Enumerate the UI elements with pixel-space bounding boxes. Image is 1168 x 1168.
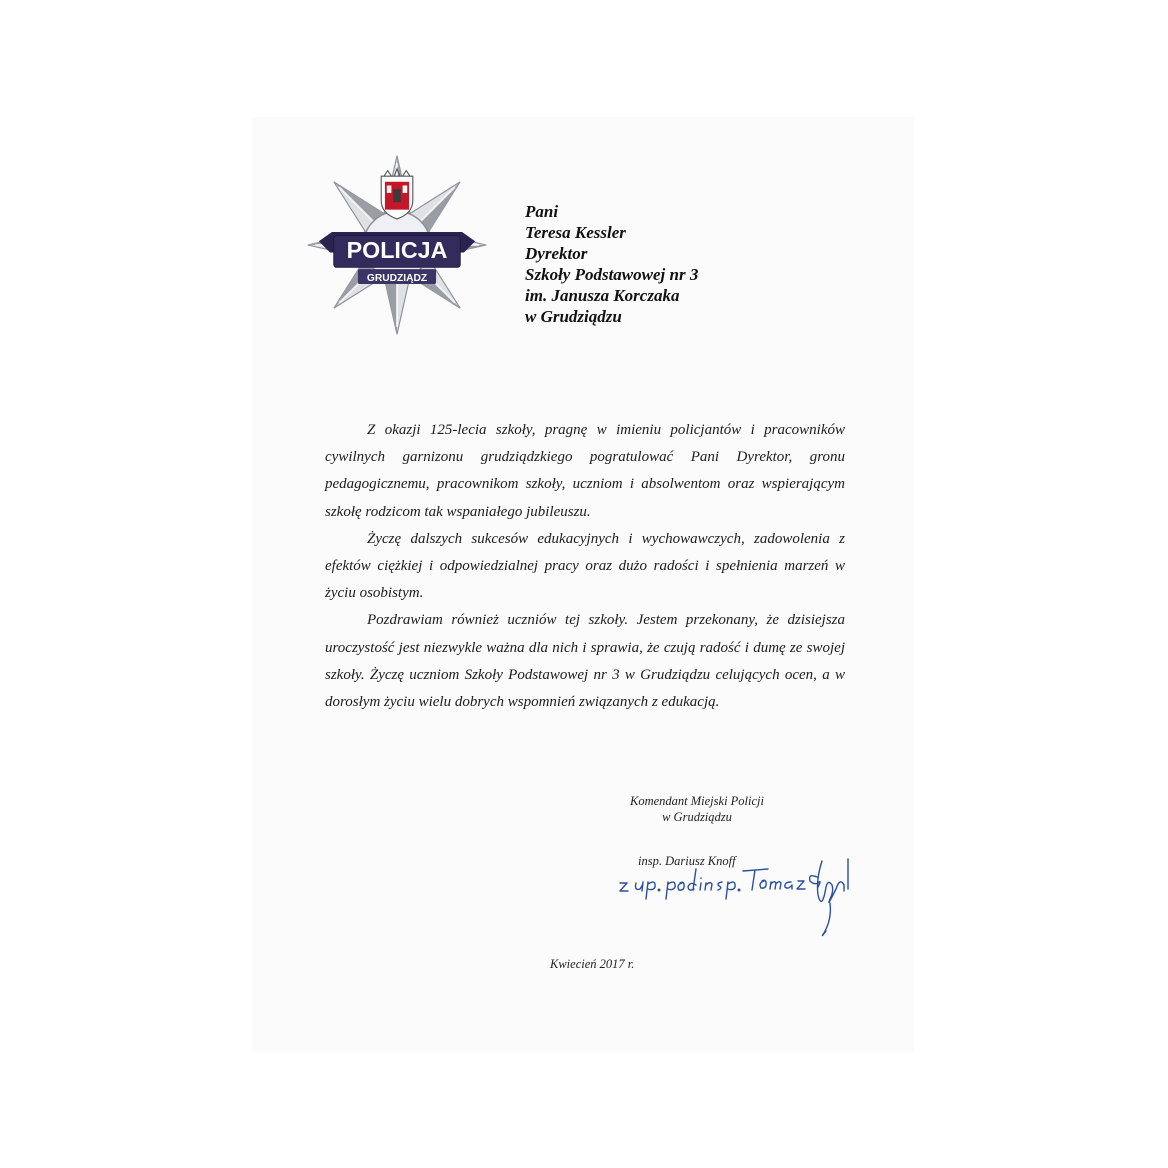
letter-body	[325, 417, 845, 716]
recipient-line: Szkoły Podstawowej nr 3	[525, 265, 699, 284]
handwritten-signature	[612, 839, 852, 939]
recipient-line: im. Janusza Korczaka	[525, 286, 680, 305]
city-coat-of-arms-icon	[381, 169, 413, 219]
recipient-line: Dyrektor	[525, 244, 588, 263]
body-paragraph: Pozdrawiam również uczniów tej szkoły. Jestem przekonany, że dzisiejsza uroczystość jest niezwykle ważna dla nich i sprawia, że czują radość i dumę ze swojej szkoły. Życzę uczniom Szkoły Podstawowej nr 3 w Grudziądzu celujących ocen, a w dorosłym życiu wielu dobrych wspomnień związanych z edukacją.	[325, 612, 845, 711]
badge-title: POLICJA	[346, 237, 448, 264]
signature-title-line1: Komendant Miejski Policji	[629, 794, 764, 808]
recipient-line: Pani	[525, 202, 559, 221]
recipient-address	[525, 201, 698, 327]
letter-date: Kwiecień 2017 r.	[550, 957, 635, 971]
signature-title-line2: w Grudziądzu	[662, 810, 732, 824]
badge-city: GRUDZIĄDZ	[366, 272, 428, 284]
police-star-badge-logo	[304, 152, 490, 338]
signature-title	[612, 793, 782, 825]
signer-name: insp. Dariusz Knoff	[638, 854, 736, 868]
recipient-line: w Grudziądzu	[525, 307, 622, 326]
recipient-line: Teresa Kessler	[525, 223, 626, 242]
body-paragraph: Z okazji 125-lecia szkoły, pragnę w imieniu policjantów i pracowników cywilnych garnizonu grudziądzkiego pogratulować Pani Dyrektor, gronu pedagogicznemu, pracownikom szkoły, uczniom i absolwentom oraz wspierającym szkołę rodzicom tak wspaniałego jubileuszu.	[325, 422, 845, 520]
letter-page	[252, 117, 914, 1052]
body-paragraph: Życzę dalszych sukcesów edukacyjnych i wychowawczych, zadowolenia z efektów ciężkiej i odpowiedzialnej pracy oraz dużo radości i spełnienia marzeń w życiu osobistym.	[325, 530, 845, 602]
